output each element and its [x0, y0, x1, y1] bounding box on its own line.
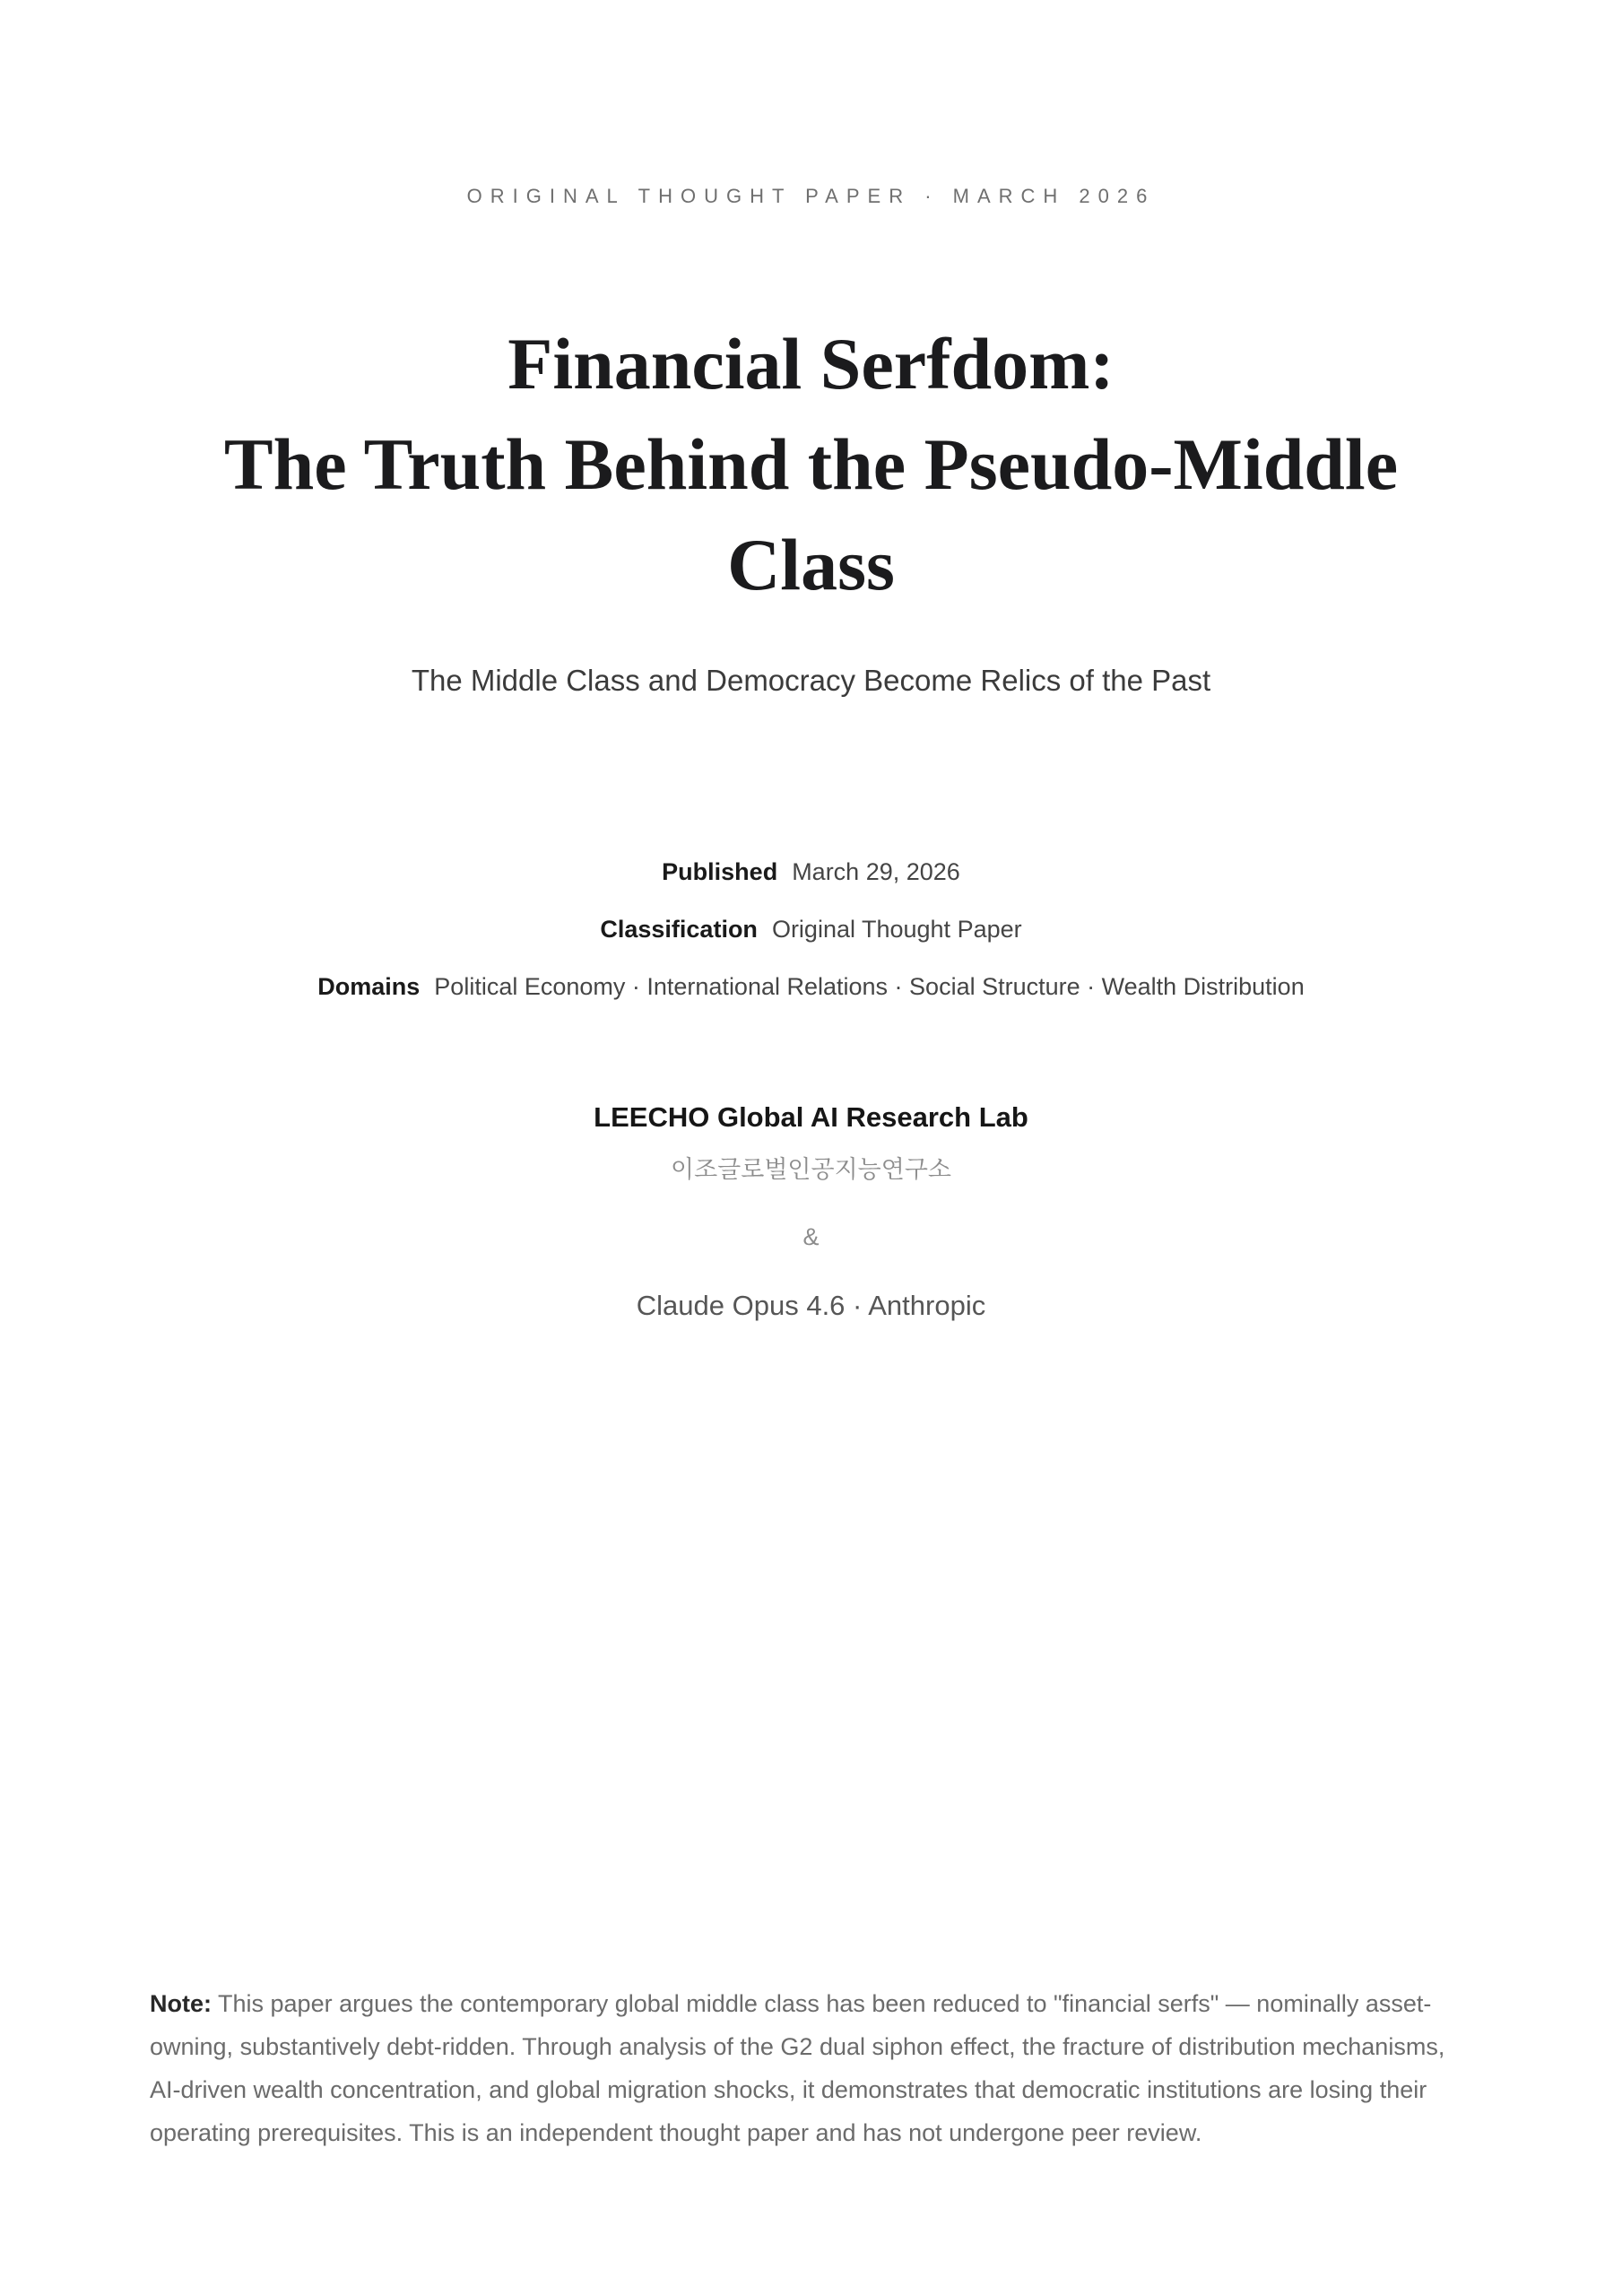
paper-title-line-3: Class	[727, 524, 895, 605]
meta-label-domains: Domains	[317, 973, 421, 1000]
metadata-block	[0, 857, 1622, 1030]
author-lab-name: LEECHO Global AI Research Lab	[594, 1101, 1028, 1133]
authors-ampersand: &	[802, 1223, 820, 1250]
meta-value-published: March 29, 2026	[792, 858, 960, 885]
author-lab-name-korean: 이조글로벌인공지능연구소	[671, 1156, 951, 1183]
paper-title	[90, 314, 1532, 615]
eyebrow-text: ORIGINAL THOUGHT PAPER · MARCH 2026	[466, 185, 1156, 207]
paper-subtitle: The Middle Class and Democracy Become Relics of the Past	[411, 664, 1211, 697]
paper-title-line-2: The Truth Behind the Pseudo-Middle	[223, 423, 1399, 505]
note-label: Note:	[150, 1990, 212, 2017]
meta-label-published: Published	[662, 858, 778, 885]
meta-row-classification	[0, 915, 1622, 944]
meta-label-classification: Classification	[600, 916, 758, 943]
note-paragraph	[150, 1982, 1472, 2154]
meta-row-published	[0, 857, 1622, 886]
meta-row-domains	[0, 972, 1622, 1001]
note-text: This paper argues the contemporary global middle class has been reduced to "financial serfs" — nominally asset-owning, substantively debt-ridden. Through analysis of the G2 dual siphon effect, the fracture of distribution mechanisms, AI-driven wealth concentration, and global migration shocks, it demonstrates that democratic institutions are losing their operating prerequisites. This is an independent thought paper and has not undergone peer review.	[150, 1990, 1445, 2146]
meta-value-domains: Political Economy · International Relations · Social Structure · Wealth Distribution	[434, 973, 1305, 1000]
meta-value-classification: Original Thought Paper	[771, 916, 1022, 943]
paper-title-line-1: Financial Serfdom:	[507, 323, 1115, 404]
author-model-credit: Claude Opus 4.6 · Anthropic	[636, 1290, 986, 1321]
